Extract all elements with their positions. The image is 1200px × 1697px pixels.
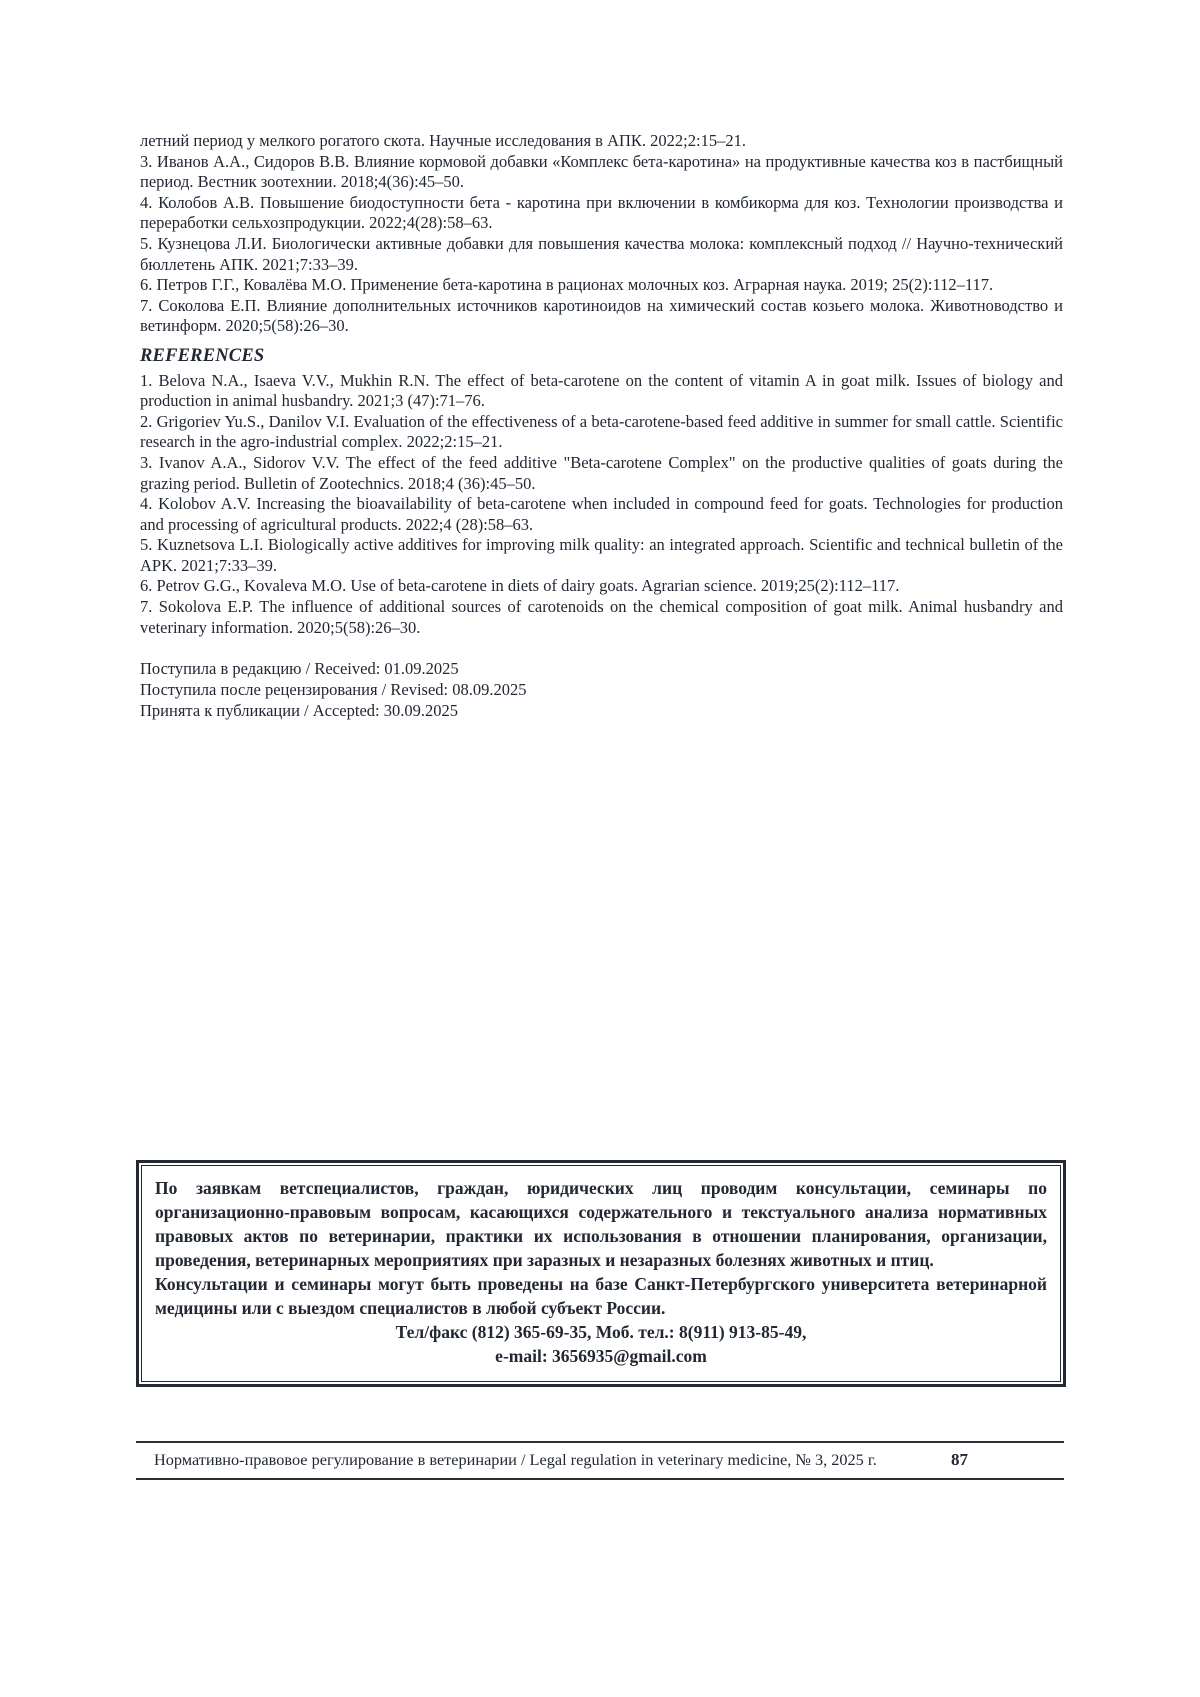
reference-item-en-1: 1. Belova N.A., Isaeva V.V., Mukhin R.N. The effect of beta-carotene on the content of vitamin A in goat milk. Issues of biology and production in animal husbandry. 2021;3 (47):71–76. [140, 370, 1063, 411]
page-number: 87 [951, 1450, 968, 1469]
references-english [140, 371, 1063, 639]
revised-date: Поступила после рецензирования / Revised: 08.09.2025 [140, 680, 527, 700]
journal-title-line: Нормативно-правовое регулирование в ветеринарии / Legal regulation in veterinary medicine, № 3, 2025 г. [154, 1450, 877, 1469]
accepted-date: Принята к публикации / Accepted: 30.09.2025 [140, 701, 458, 721]
reference-item-en-7: 7. Sokolova E.P. The influence of additional sources of carotenoids on the chemical composition of goat milk. Animal husbandry and veterinary information. 2020;5(58):26–30. [140, 597, 1063, 637]
submission-dates [140, 658, 1063, 721]
announcement-paragraph-2: Консультации и семинары могут быть проведены на базе Санкт-Петербургского университета ветеринарной медицины или с выездом специалистов в любой субъект России. [155, 1274, 1047, 1318]
reference-item-en-5: 5. Kuznetsova L.I. Biologically active additives for improving milk quality: an integrated approach. Scientific and technical bulletin of the APK. 2021;7:33–39. [140, 535, 1063, 575]
announcement-email-line: e-mail: 3656935@gmail.com [495, 1346, 707, 1366]
reference-item-ru-6: 6. Петров Г.Г., Ковалёва М.О. Применение бета-каротина в рационах молочных коз. Аграрная наука. 2019; 25(2):112–117. [140, 275, 994, 295]
announcement-phone-line: Тел/факс (812) 365-69-35, Моб. тел.: 8(911) 913-85-49, [395, 1322, 807, 1342]
reference-item-ru-3: 3. Иванов А.А., Сидоров В.В. Влияние кормовой добавки «Комплекс бета-каротина» на продуктивные качества коз в пастбищный период. Вестник зоотехнии. 2018;4(36):45–50. [140, 151, 1063, 192]
reference-item-en-4: 4. Kolobov A.V. Increasing the bioavailability of beta-carotene when included in compound feed for goats. Technologies for production and processing of agricultural products. 2022;4 (28):58–63. [140, 494, 1063, 534]
reference-continuation: летний период у мелкого рогатого скота. Научные исследования в АПК. 2022;2:15–21. [140, 131, 746, 150]
announcement-box [136, 1160, 1066, 1387]
received-date: Поступила в редакцию / Received: 01.09.2025 [140, 659, 459, 679]
reference-item-en-3: 3. Ivanov A.A., Sidorov V.V. The effect of the feed additive "Beta-carotene Complex" on the productive qualities of goats during the grazing period. Bulletin of Zootechnics. 2018;4 (36):45–50. [140, 452, 1063, 493]
announcement-inner-frame [141, 1165, 1061, 1382]
announcement-paragraph-1: По заявкам ветспециалистов, граждан, юридических лиц проводим консультации, семинары по организационно-правовым вопросам, касающихся содержательного и текстуального анализа нормативных правовых актов по ветеринарии, практики их использования в отношении планирования, организации, проведения, ветеринарных мероприятиях при заразных и незаразных болезнях животных и птиц. [155, 1178, 1047, 1270]
reference-item-en-2: 2. Grigoriev Yu.S., Danilov V.I. Evaluation of the effectiveness of a beta-carotene-based feed additive in summer for small cattle. Scientific research in the agro-industrial complex. 2022;2:15–21. [140, 411, 1063, 452]
references-russian [140, 131, 1063, 337]
reference-item-ru-5: 5. Кузнецова Л.И. Биологически активные добавки для повышения качества молока: комплексный подход // Научно-технический бюллетень АПК. 2021;7:33–39. [140, 233, 1063, 274]
page-footer [136, 1441, 1064, 1480]
page-content [140, 131, 1063, 721]
references-heading: REFERENCES [140, 345, 265, 366]
reference-item-ru-7: 7. Соколова Е.П. Влияние дополнительных источников каротиноидов на химический состав козьего молока. Животноводство и ветинформ. 2020;5(58):26–30. [140, 295, 1063, 336]
reference-item-ru-4: 4. Колобов А.В. Повышение биодоступности бета - каротина при включении в комбикорма для коз. Технологии производства и переработки сельхозпродукции. 2022;4(28):58–63. [140, 192, 1063, 233]
reference-item-en-6: 6. Petrov G.G., Kovaleva M.O. Use of beta-carotene in diets of dairy goats. Agrarian science. 2019;25(2):112–117. [140, 576, 900, 596]
